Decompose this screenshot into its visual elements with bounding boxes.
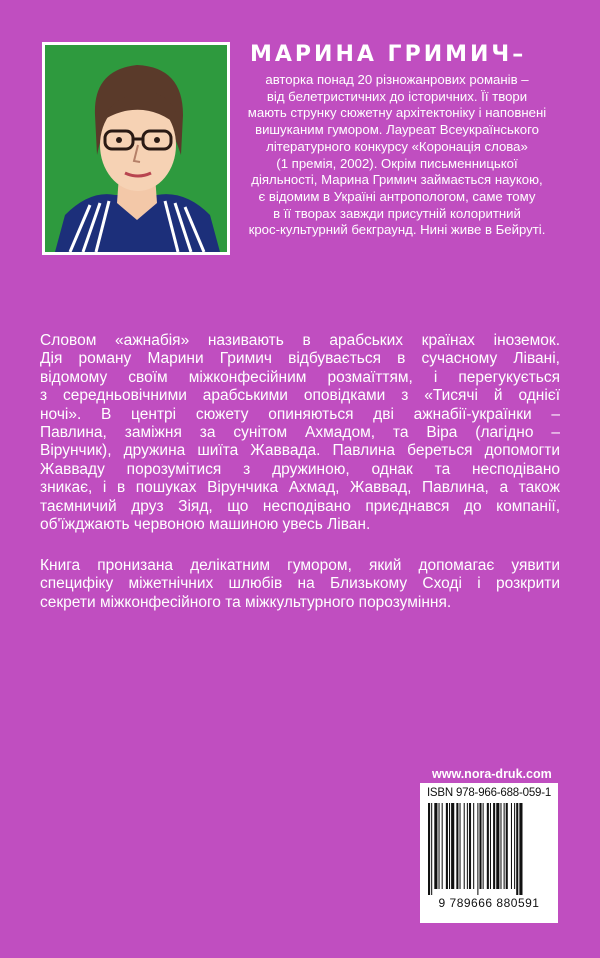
barcode-bar (449, 803, 450, 889)
description-line: Книга пронизана делікатним гумором, який допомагає уявити (40, 557, 560, 574)
barcode-bar (451, 803, 454, 889)
bio-line: мають струнку сюжетну архітектоніку і наповнені (247, 105, 547, 121)
description-line: Вірунчик), дружина шиїта Жаввада. Павлина береться допомогти (40, 442, 560, 460)
description-line: Жавваду порозумітися з дружиною, однак та несподівано (40, 460, 560, 478)
barcode-bar (431, 803, 432, 895)
barcode-bar (477, 803, 478, 895)
description-line: з середньовічними арабськими оповідками з «Тисячі й однієї (40, 387, 560, 405)
description-paragraph-2 (40, 557, 560, 612)
barcode-bar (467, 803, 468, 889)
description-line: специфіку міжетнічних шлюбів на Близькому Сході і розкрити (40, 575, 560, 593)
barcode-bar (490, 803, 491, 889)
author-name: МАРИНА ГРИМИЧ– (250, 42, 527, 67)
barcode-bar (479, 803, 481, 889)
barcode-digits: 9 789666 880591 (438, 896, 540, 910)
isbn-number: ISBN 978-966-688-059-1 (426, 787, 552, 799)
barcode-box (420, 783, 558, 923)
barcode-bar (516, 803, 518, 895)
description-line: зникає, і в пошуках Вірунчика Ахмад, Жаввад, Павлина, а також (40, 479, 560, 497)
barcode-bar (487, 803, 489, 889)
barcode-bar (464, 803, 465, 889)
publisher-website[interactable]: www.nora-druk.com (432, 767, 552, 781)
bio-line: авторка понад 20 різножанрових романів – (265, 72, 529, 87)
author-bio (232, 72, 562, 239)
barcode-bar (511, 803, 512, 889)
barcode-bar (473, 803, 474, 889)
barcode-bar (504, 803, 505, 889)
description-line: секрети міжконфесійного та міжкультурного порозуміння. (40, 593, 452, 611)
bio-line: (1 премія, 2002). Окрім письменницької (276, 155, 518, 171)
bio-line: від белетристичних до історичних. Її твори (266, 88, 528, 104)
barcode-bar (456, 803, 458, 889)
barcode-bar (493, 803, 495, 889)
barcode-image (426, 803, 552, 895)
description-line: об'їжджають червоною машиною увесь Ліван. (40, 516, 371, 534)
barcode-bar (506, 803, 508, 889)
description-line: ночі». В центрі сюжету опиняються дві ажнабії-українки – (40, 405, 560, 423)
portrait-illustration (45, 45, 227, 252)
barcode-bar (460, 803, 461, 889)
description-line: таємничий друз Зіяд, що несподівано приєднався до компанії, (40, 497, 560, 515)
barcode-bar (500, 803, 501, 889)
barcode-bar (519, 803, 522, 895)
barcode-bar (469, 803, 471, 889)
bio-line: вишуканим гумором. Лауреат Всеукраїнського (255, 122, 539, 138)
barcode-bar (439, 803, 440, 889)
bio-line: є відомим в Україні антропологом, саме тому (258, 188, 536, 204)
barcode-bar (428, 803, 430, 895)
barcode-bar (446, 803, 448, 889)
barcode-bar (483, 803, 484, 889)
description-line: Словом «ажнабія» називають в арабських країнах іноземок. (40, 332, 560, 349)
description-line: відомому своїм міжконфесійним розмаїттям, і перегукується (40, 368, 560, 386)
barcode-bar (496, 803, 499, 889)
bio-line: діяльності, Марина Гримич займається наукою, (251, 172, 543, 188)
bio-line: в її творах завжди присутній колоритний (273, 205, 521, 221)
barcode-bar (442, 803, 443, 889)
description-line: Павлина, заміжня за сунітом Ахмадом, та Віра (лагідно – (40, 424, 560, 442)
bio-line: крос-культурний бекграунд. Нині живе в Бейруті. (248, 222, 546, 238)
author-portrait (42, 42, 230, 255)
description-line: Дія роману Марини Гримич відбувається в сучасному Лівані, (40, 350, 560, 368)
barcode-bar (514, 803, 515, 889)
bio-line: літературного конкурсу «Коронація слова» (266, 138, 528, 154)
description-paragraph-1 (40, 332, 560, 534)
barcode-bar (434, 803, 437, 889)
